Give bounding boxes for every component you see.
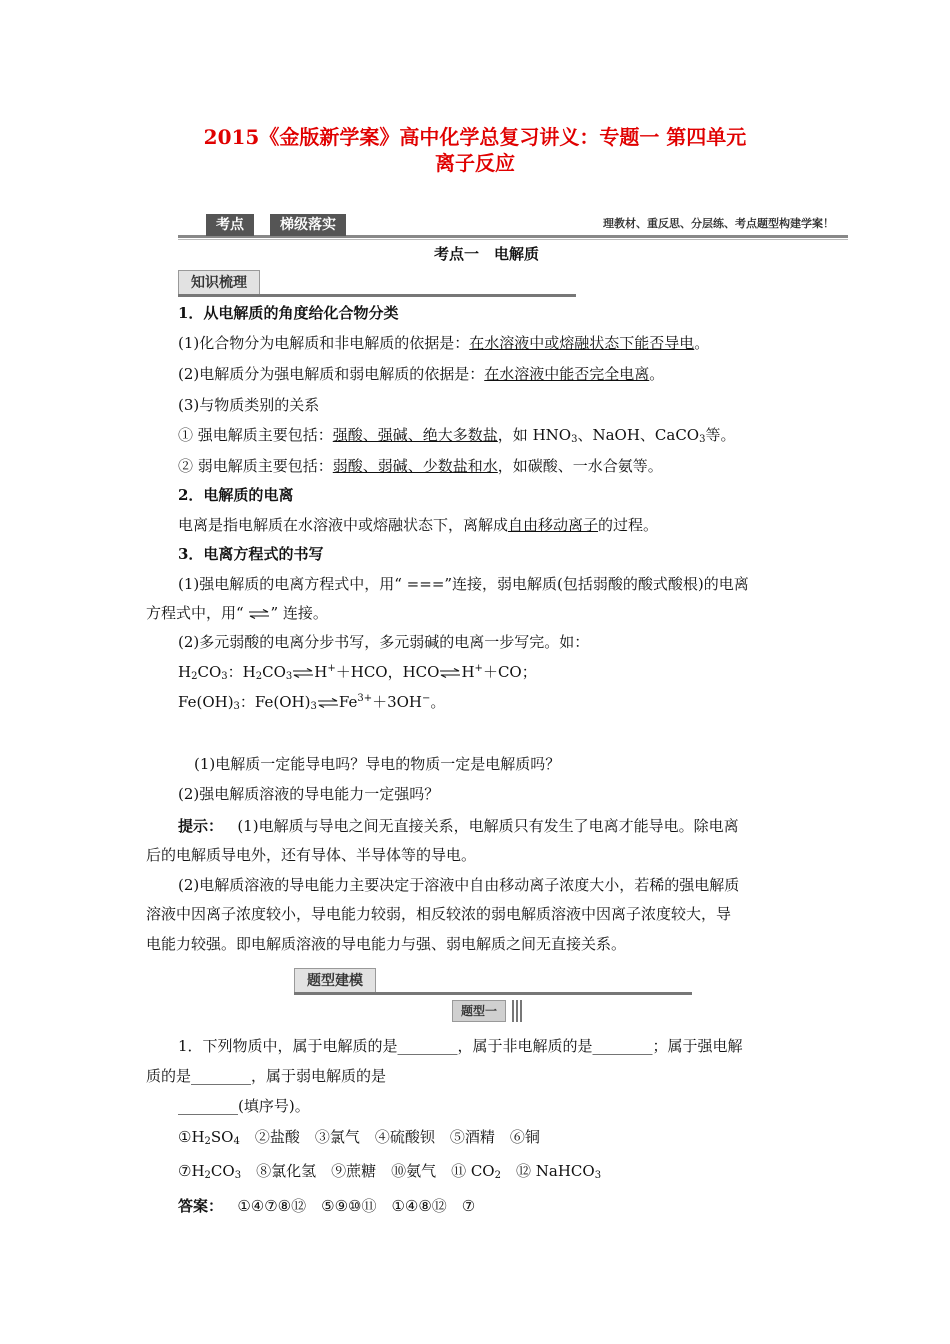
text: ②盐酸 ③氯气 ④硫酸钡 ⑤酒精 ⑥铜 [239, 1128, 540, 1146]
para-2-1 [178, 515, 658, 535]
text: ＋HCO，HCO [335, 663, 440, 681]
heading-1: 1．从电解质的角度给化合物分类 [178, 304, 399, 322]
section-header-tixing [294, 968, 692, 996]
text: 方程式中，用“ [146, 604, 244, 622]
hint-2c: 电能力较强。即电解质溶液的导电能力与强、弱电解质之间无直接关系。 [146, 935, 627, 953]
text: 。 [694, 334, 710, 352]
text: ①H [178, 1128, 205, 1146]
subscript: 2 [204, 1170, 211, 1181]
exercise-1b: 质的是________，属于弱电解质的是 [146, 1067, 387, 1085]
exercise-1a: 1．下列物质中，属于电解质的是________，属于非电解质的是________；属于强电解 [178, 1037, 743, 1055]
equilibrium-arrow-icon [317, 698, 339, 708]
hint-label: 提示： [178, 817, 224, 835]
text: CO [210, 1162, 235, 1180]
text: ：Fe(OH) [239, 693, 311, 711]
question-1: (1)电解质一定能导电吗？导电的物质一定是电解质吗？ [194, 755, 561, 773]
hint-2a: (2)电解质溶液的导电能力主要决定于溶液中自由移动离子浓度大小，若稀的强电解质 [178, 876, 740, 894]
text: ：H [227, 663, 256, 681]
subscript: 2 [191, 671, 198, 682]
heading-3: 3．电离方程式的书写 [178, 545, 324, 563]
text: SO [210, 1128, 234, 1146]
answer-underline: 自由移动离子 [508, 516, 599, 534]
tixing-tag: 题型一 [452, 1000, 506, 1022]
para-1-3: (3)与物质类别的关系 [178, 396, 320, 414]
subscript: 3 [285, 671, 293, 682]
text: (2)电解质分为强电解质和弱电解质的依据是： [178, 365, 485, 383]
answer-underline: 强酸、强碱、绝大多数盐 [332, 426, 498, 444]
hint-1a [178, 816, 739, 836]
banner-rule-thin [178, 239, 848, 240]
superscript: + [327, 663, 336, 674]
subscript: 3 [233, 701, 240, 712]
question-2: (2)强电解质溶液的导电能力一定强吗？ [178, 785, 440, 803]
text: ⑦H [178, 1162, 205, 1180]
para-3-2: (2)多元弱酸的电离分步书写，多元弱碱的电离一步写完。如： [178, 633, 590, 651]
hint-2b: 溶液中因离子浓度较小，导电能力较弱，相反较浓的弱电解质溶液中因离子浓度较大，导 [146, 905, 732, 923]
para-1-4 [178, 425, 736, 445]
superscript: − [422, 693, 431, 704]
para-1-1 [178, 333, 709, 353]
text: ，如 HNO [497, 426, 572, 444]
subscript: 3 [310, 701, 317, 712]
superscript: + [474, 663, 483, 674]
text: 。 [649, 365, 665, 383]
text: CO [197, 663, 222, 681]
hint-1b: 后的电解质导电外，还有导体、半导体等的导电。 [146, 846, 477, 864]
text: (1)化合物分为电解质和非电解质的依据是： [178, 334, 470, 352]
equilibrium-arrow-icon [248, 609, 270, 619]
text: 的过程。 [598, 516, 659, 534]
section-header-zhishi [178, 270, 576, 298]
text: 电离是指电解质在水溶液中或熔融状态下，离解成 [178, 516, 509, 534]
subscript: 2 [494, 1170, 501, 1181]
answer-label: 答案： [178, 1197, 224, 1215]
subscript: 2 [255, 671, 263, 682]
doc-title-line1: 2015《金版新学案》高中化学总复习讲义：专题一 第四单元 [203, 125, 747, 149]
text: Fe(OH) [178, 693, 234, 711]
banner-tag-kaodian: 考点 [206, 214, 254, 236]
section-label: 知识梳理 [178, 270, 260, 296]
para-1-5 [178, 456, 663, 476]
text: ⑧氯化氢 ⑨蔗糖 ⑩氨气 ⑪ CO [241, 1162, 495, 1180]
banner-tag-tiji: 梯级落实 [270, 214, 346, 236]
kaodian-heading: 考点一 电解质 [434, 245, 540, 263]
equilibrium-arrow-icon [439, 668, 461, 678]
text: ① 强电解质主要包括： [178, 426, 333, 444]
subscript: 3 [571, 434, 578, 445]
text: 、NaOH、CaCO [577, 426, 700, 444]
subscript: 3 [594, 1170, 602, 1181]
answer-underline: 在水溶液中能否完全电离 [484, 365, 650, 383]
banner-slogan: 理教材、重反思、分层练、考点题型构建学案！ [603, 217, 834, 230]
text: H [178, 663, 192, 681]
para-1-2 [178, 364, 664, 384]
answer-value: ①④⑦⑧⑫ ⑤⑨⑩⑪ ①④⑧⑫ ⑦ [237, 1197, 476, 1215]
item-list-1 [178, 1127, 540, 1147]
text: ，如碳酸、一水合氨等。 [497, 457, 663, 475]
section-rule [178, 294, 576, 297]
para-3-1a: (1)强电解质的电离方程式中，用“ ===”连接，弱电解质(包括弱酸的酸式酸根)的电离 [178, 575, 749, 593]
doc-title-line2: 离子反应 [435, 151, 515, 175]
item-list-2 [178, 1161, 601, 1181]
answer-underline: 在水溶液中或熔融状态下能否导电 [469, 334, 695, 352]
subscript: 2 [204, 1136, 211, 1147]
subscript: 3 [234, 1170, 242, 1181]
para-3-1b [146, 603, 328, 623]
superscript: 3+ [357, 693, 373, 704]
subscript: 4 [233, 1136, 240, 1147]
text: Fe [338, 693, 358, 711]
subscript: 3 [221, 671, 228, 682]
section-label: 题型建模 [294, 968, 376, 994]
text: 等。 [705, 426, 736, 444]
section-banner [178, 210, 848, 240]
text: ＋3OH [372, 693, 423, 711]
answer-underline: 弱酸、弱碱、少数盐和水 [332, 457, 498, 475]
heading-2: 2．电解质的电离 [178, 486, 294, 504]
answer-line [178, 1196, 475, 1216]
text: H [461, 663, 475, 681]
subscript: 3 [699, 434, 706, 445]
text: CO [262, 663, 286, 681]
text: ＋CO； [482, 663, 537, 681]
equation-feoh3 [178, 692, 445, 712]
text: 。 [430, 693, 446, 711]
text: (1)电解质与导电之间无直接关系，电解质只有发生了电离才能导电。除电离 [237, 817, 739, 835]
exercise-1c: ________(填序号)。 [178, 1097, 310, 1115]
equation-h2co3 [178, 662, 537, 682]
text: ” 连接。 [270, 604, 328, 622]
text: H [314, 663, 328, 681]
section-rule [294, 992, 692, 995]
text: ② 弱电解质主要包括： [178, 457, 333, 475]
text: ⑫ NaHCO [500, 1162, 595, 1180]
equilibrium-arrow-icon [292, 668, 314, 678]
tixing-tag-stripes [512, 1000, 524, 1022]
